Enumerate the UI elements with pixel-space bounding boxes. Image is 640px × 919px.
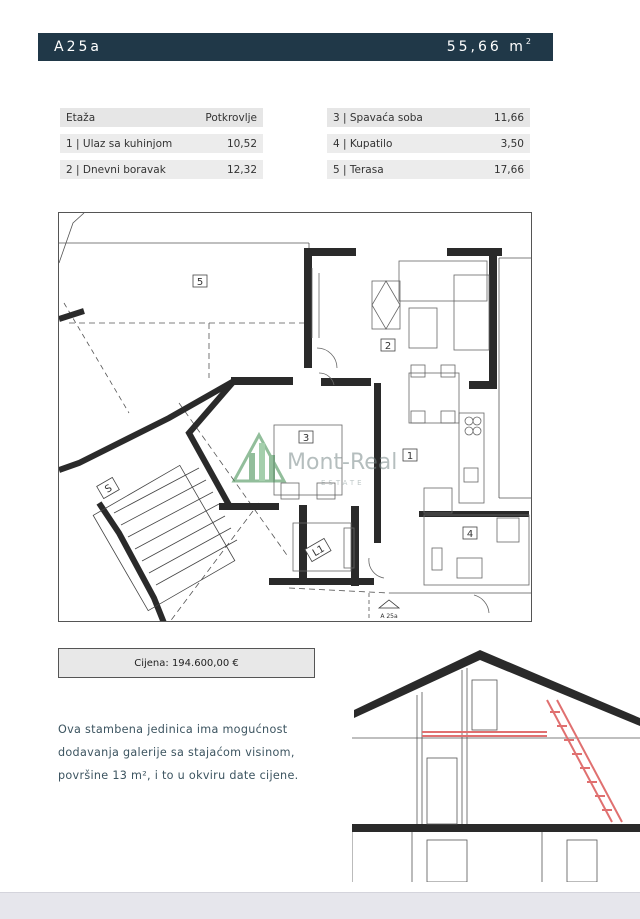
watermark-text: Mont-Real bbox=[287, 450, 398, 475]
price-box bbox=[58, 648, 315, 678]
price-label: Cijena: 194.600,00 € bbox=[134, 657, 239, 669]
table-row: 1 | Ulaz sa kuhinjom 10,52 bbox=[60, 134, 263, 153]
unit-area: 55,66 $m^2$ bbox=[446, 37, 531, 55]
unit-code: A25a bbox=[54, 39, 102, 55]
room-table-right bbox=[327, 108, 530, 186]
description-line: Ova stambena jedinica ima mogućnost bbox=[58, 723, 288, 736]
room-label: 5 bbox=[196, 277, 204, 288]
room-label: 1 bbox=[406, 451, 414, 462]
floor-plan-drawing bbox=[59, 213, 532, 622]
room-label: S bbox=[103, 482, 115, 496]
mont-real-logo bbox=[234, 435, 397, 487]
table-row: 4 | Kupatilo 3,50 bbox=[327, 134, 530, 153]
description-line: dodavanja galerije sa stajaćom visinom, bbox=[58, 746, 295, 759]
room-label: 3 bbox=[302, 433, 310, 444]
room-label: 4 bbox=[466, 529, 474, 540]
svg-text:A 25a: A 25a bbox=[380, 613, 398, 620]
bottom-strip bbox=[0, 892, 640, 919]
room-label: 2 bbox=[384, 341, 392, 352]
description-line: površine 13 m², i to u okviru date cijene. bbox=[58, 769, 299, 782]
section-drawing bbox=[352, 640, 640, 882]
floor-plan bbox=[58, 212, 532, 622]
room-label: L1 bbox=[310, 543, 327, 560]
watermark-subtext: ESTATE bbox=[321, 479, 365, 487]
description bbox=[58, 718, 318, 787]
gallery-stair bbox=[422, 700, 622, 822]
table-row: 3 | Spavaća soba 11,66 bbox=[327, 108, 530, 127]
room-table-left bbox=[60, 108, 263, 186]
section-marker bbox=[379, 600, 399, 620]
table-row: 2 | Dnevni boravak 12,32 bbox=[60, 160, 263, 179]
unit-header-bar bbox=[38, 33, 553, 61]
table-row: Etaža Potkrovlje bbox=[60, 108, 263, 127]
table-row: 5 | Terasa 17,66 bbox=[327, 160, 530, 179]
